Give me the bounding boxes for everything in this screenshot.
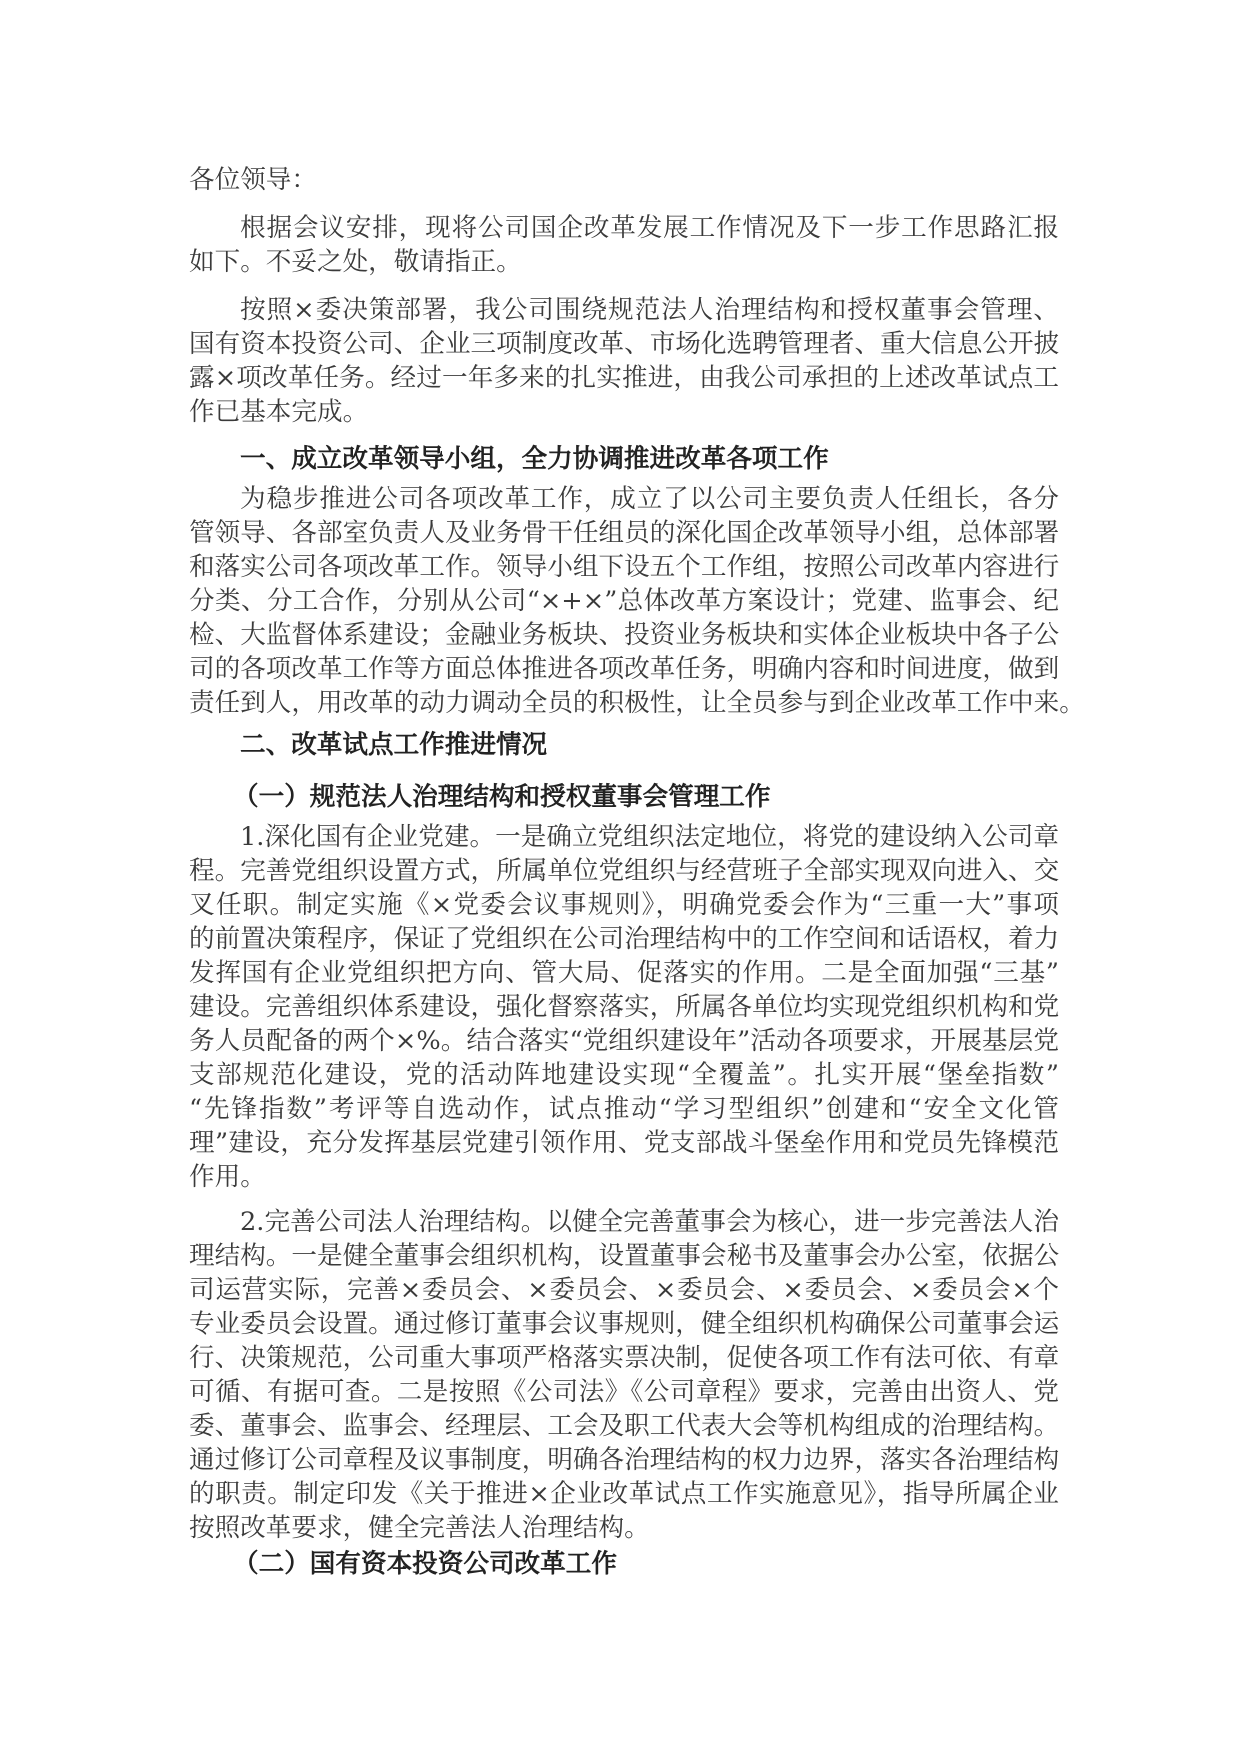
paragraph-line: 支部规范化建设，党的活动阵地建设实现“全覆盖”。扎实开展“堡垒指数” (189, 1060, 1059, 1090)
paragraph-line: 2.完善公司法人治理结构。以健全完善董事会为核心，进一步完善法人治 (240, 1207, 1059, 1237)
paragraph-line: 管领导、各部室负责人及业务骨干任组员的深化国企改革领导小组，总体部署 (189, 518, 1060, 548)
paragraph-line: 分类、分工合作，分别从公司“×+×”总体改革方案设计；党建、监事会、纪 (189, 586, 1059, 616)
paragraph-line: 作已基本完成。 (189, 397, 369, 427)
paragraph-party-building (189, 820, 1059, 1194)
section-heading-2 (189, 728, 1059, 762)
paragraph-line: 可循、有据可查。二是按照《公司法》《公司章程》要求，完善由出资人、党 (189, 1377, 1059, 1407)
paragraph-line: 责任到人，用改革的动力调动全员的积极性，让全员参与到企业改革工作中来。 (189, 688, 1085, 718)
heading-text: 二、改革试点工作推进情况 (240, 730, 548, 760)
paragraph-line: 专业委员会设置。通过修订董事会议事规则，健全组织机构确保公司董事会运 (189, 1309, 1060, 1339)
paragraph-line: 务人员配备的两个×%。结合落实“党组织建设年”活动各项要求，开展基层党 (189, 1026, 1059, 1056)
paragraph-line: “先锋指数”考评等自选动作，试点推动“学习型组织”创建和“安全文化管 (189, 1094, 1059, 1124)
paragraph-line: 程。完善党组织设置方式，所属单位党组织与经营班子全部实现双向进入、交 (189, 856, 1060, 886)
paragraph-line: 司运营实际，完善×委员会、×委员会、×委员会、×委员会、×委员会×个 (189, 1275, 1059, 1305)
section-heading-1 (189, 442, 1059, 476)
subsection-heading-2 (189, 1547, 1059, 1581)
paragraph-line: 通过修订公司章程及议事制度，明确各治理结构的权力边界，落实各治理结构 (189, 1445, 1060, 1475)
paragraph-governance (189, 1205, 1059, 1545)
heading-text: 一、成立改革领导小组，全力协调推进改革各项工作 (240, 444, 829, 474)
paragraph-line: 如下。不妥之处，敬请指正。 (189, 247, 522, 277)
subsection-heading-1 (189, 780, 1059, 814)
paragraph-line: 行、决策规范，公司重大事项严格落实票决制，促使各项工作有法可依、有章 (189, 1343, 1060, 1373)
heading-text: （二）国有资本投资公司改革工作 (233, 1549, 617, 1579)
paragraph-line: 司的各项改革工作等方面总体推进各项改革任务，明确内容和时间进度，做到 (189, 654, 1060, 684)
paragraph-line: 理结构。一是健全董事会组织机构，设置董事会秘书及董事会办公室，依据公 (189, 1241, 1060, 1271)
paragraph-line: 发挥国有企业党组织把方向、管大局、促落实的作用。二是全面加强“三基” (189, 958, 1059, 988)
paragraph-line: 根据会议安排，现将公司国企改革发展工作情况及下一步工作思路汇报 (240, 213, 1059, 243)
paragraph-line: 露×项改革任务。经过一年多来的扎实推进，由我公司承担的上述改革试点工 (189, 363, 1059, 393)
paragraph-line: 国有资本投资公司、企业三项制度改革、市场化选聘管理者、重大信息公开披 (189, 329, 1060, 359)
paragraph-intro (189, 211, 1059, 279)
paragraph-line: 委、董事会、监事会、经理层、工会及职工代表大会等机构组成的治理结构。 (189, 1411, 1060, 1441)
paragraph-line: 理”建设，充分发挥基层党建引领作用、党支部战斗堡垒作用和党员先锋模范 (189, 1128, 1059, 1158)
paragraph-line: 叉任职。制定实施《×党委会议事规则》，明确党委会作为“三重一大”事项 (189, 890, 1059, 920)
paragraph-line: 和落实公司各项改革工作。领导小组下设五个工作组，按照公司改革内容进行 (189, 552, 1060, 582)
paragraph-leading-group (189, 482, 1085, 720)
paragraph-line: 作用。 (189, 1162, 266, 1192)
salutation-text: 各位领导： (189, 165, 317, 195)
paragraph-line: 为稳步推进公司各项改革工作，成立了以公司主要负责人任组长，各分 (240, 484, 1059, 514)
salutation (189, 163, 1059, 197)
paragraph-line: 的职责。制定印发《关于推进×企业改革试点工作实施意见》，指导所属企业 (189, 1479, 1059, 1509)
paragraph-overview (189, 293, 1059, 429)
paragraph-line: 检、大监督体系建设；金融业务板块、投资业务板块和实体企业板块中各子公 (189, 620, 1060, 650)
paragraph-line: 的前置决策程序，保证了党组织在公司治理结构中的工作空间和话语权，着力 (189, 924, 1060, 954)
paragraph-line: 建设。完善组织体系建设，强化督察落实，所属各单位均实现党组织机构和党 (189, 992, 1060, 1022)
paragraph-line: 按照改革要求，健全完善法人治理结构。 (189, 1513, 650, 1543)
heading-text: （一）规范法人治理结构和授权董事会管理工作 (233, 782, 771, 812)
paragraph-line: 按照×委决策部署，我公司围绕规范法人治理结构和授权董事会管理、 (240, 295, 1059, 325)
paragraph-line: 1.深化国有企业党建。一是确立党组织法定地位，将党的建设纳入公司章 (240, 822, 1059, 852)
